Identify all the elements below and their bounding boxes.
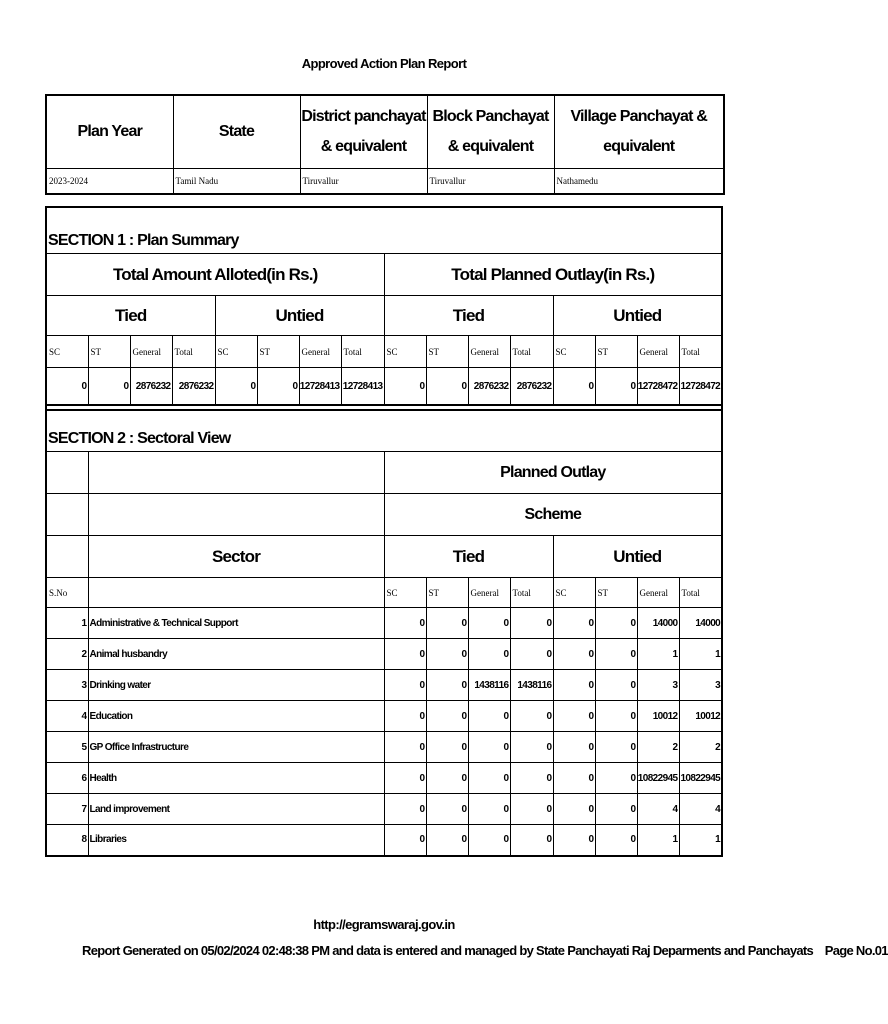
row-value: 3 [637, 670, 679, 701]
row-value: 0 [426, 732, 468, 763]
summary-subheader: Total [679, 336, 722, 368]
row-sno: 4 [46, 701, 88, 732]
summary-value: 0 [88, 368, 130, 406]
summary-subheader: ST [426, 336, 468, 368]
scheme-header: Scheme [384, 494, 722, 536]
row-value: 0 [384, 732, 426, 763]
plan-info-table [45, 94, 725, 195]
header-district: District panchayat & equivalent [300, 95, 427, 169]
summary-subheader: General [468, 336, 510, 368]
row-value: 0 [426, 701, 468, 732]
header-plan-year: Plan Year [46, 95, 173, 169]
summary-subheader: SC [384, 336, 426, 368]
row-sector: Animal husbandry [88, 639, 384, 670]
row-value: 0 [510, 732, 553, 763]
footer-generated-text: Report Generated on 05/02/2024 02:48:38 PM and data is entered and managed by State Panchayati Raj Deparments and Panchayats [82, 943, 814, 958]
header-village: Village Panchayat & equivalent [554, 95, 724, 169]
row-value: 0 [468, 732, 510, 763]
planned-untied-header: Untied [553, 296, 722, 336]
row-value: 0 [426, 825, 468, 856]
summary-subheader: SC [46, 336, 88, 368]
row-value: 0 [595, 670, 637, 701]
row-value: 0 [468, 794, 510, 825]
row-value: 0 [384, 670, 426, 701]
row-sector: Land improvement [88, 794, 384, 825]
summary-subheader: ST [257, 336, 299, 368]
row-value: 0 [468, 608, 510, 639]
blank-cell [88, 578, 384, 608]
summary-value: 12728413 [299, 368, 341, 406]
row-sno: 2 [46, 639, 88, 670]
row-value: 0 [384, 701, 426, 732]
row-value: 0 [510, 794, 553, 825]
row-value: 0 [510, 763, 553, 794]
section2-title: SECTION 2 : Sectoral View [46, 405, 722, 452]
row-value: 0 [426, 639, 468, 670]
value-village: Nathamedu [554, 169, 724, 195]
value-district: Tiruvallur [300, 169, 427, 195]
report-title: Approved Action Plan Report [301, 56, 467, 71]
sectoral-subheader: ST [426, 578, 468, 608]
footer-note [82, 943, 888, 958]
row-value: 0 [553, 825, 595, 856]
summary-value: 12728472 [637, 368, 679, 406]
row-value: 10822945 [637, 763, 679, 794]
row-sno: 3 [46, 670, 88, 701]
value-plan-year: 2023-2024 [46, 169, 173, 195]
row-value: 4 [679, 794, 722, 825]
table-row [46, 608, 722, 639]
row-value: 1 [679, 825, 722, 856]
footer-page-number: Page No.01 [824, 943, 888, 958]
total-planned-header: Total Planned Outlay(in Rs.) [384, 254, 722, 296]
row-value: 0 [595, 825, 637, 856]
row-value: 0 [468, 763, 510, 794]
summary-value: 2876232 [172, 368, 215, 406]
row-sector: Health [88, 763, 384, 794]
row-value: 1 [637, 825, 679, 856]
row-value: 0 [384, 608, 426, 639]
row-value: 3 [679, 670, 722, 701]
row-value: 0 [553, 639, 595, 670]
summary-value: 2876232 [510, 368, 553, 406]
sectoral-subheader: ST [595, 578, 637, 608]
row-value: 0 [384, 794, 426, 825]
row-value: 0 [595, 639, 637, 670]
row-sector: Administrative & Technical Support [88, 608, 384, 639]
allotted-tied-header: Tied [46, 296, 215, 336]
summary-value: 0 [257, 368, 299, 406]
row-sno: 7 [46, 794, 88, 825]
row-value: 1 [637, 639, 679, 670]
row-value: 14000 [637, 608, 679, 639]
plan-summary-table [45, 206, 723, 411]
row-sector: Libraries [88, 825, 384, 856]
planned-tied-header: Tied [384, 296, 553, 336]
table-row [46, 670, 722, 701]
row-value: 10822945 [679, 763, 722, 794]
sectoral-subheader: SC [384, 578, 426, 608]
table-row [46, 732, 722, 763]
summary-value: 0 [46, 368, 88, 406]
header-state: State [173, 95, 300, 169]
sectoral-subheader: Total [679, 578, 722, 608]
table-row [46, 763, 722, 794]
row-value: 0 [595, 608, 637, 639]
summary-value: 12728413 [341, 368, 384, 406]
summary-value: 0 [215, 368, 257, 406]
row-value: 1438116 [510, 670, 553, 701]
sectoral-view-table [45, 404, 723, 857]
row-value: 10012 [679, 701, 722, 732]
summary-subheader: ST [88, 336, 130, 368]
row-value: 4 [637, 794, 679, 825]
value-block: Tiruvallur [427, 169, 554, 195]
blank-cell [46, 536, 88, 578]
row-value: 0 [595, 701, 637, 732]
row-value: 0 [553, 701, 595, 732]
summary-subheader: Total [341, 336, 384, 368]
summary-subheader: ST [595, 336, 637, 368]
blank-cell [88, 452, 384, 494]
sectoral-subheader: General [468, 578, 510, 608]
sectoral-tied-header: Tied [384, 536, 553, 578]
row-value: 0 [468, 701, 510, 732]
summary-subheader: Total [172, 336, 215, 368]
row-value: 0 [553, 670, 595, 701]
sectoral-subheader: SC [553, 578, 595, 608]
sectoral-subheader: Total [510, 578, 553, 608]
summary-value: 2876232 [130, 368, 172, 406]
row-sector: GP Office Infrastructure [88, 732, 384, 763]
row-value: 0 [426, 763, 468, 794]
footer-url: http://egramswaraj.gov.in [313, 917, 455, 932]
row-value: 0 [595, 763, 637, 794]
summary-value: 0 [595, 368, 637, 406]
table-row [46, 794, 722, 825]
row-sector: Drinking water [88, 670, 384, 701]
summary-value: 0 [426, 368, 468, 406]
row-sno: 1 [46, 608, 88, 639]
summary-value: 0 [384, 368, 426, 406]
row-value: 0 [384, 825, 426, 856]
row-sno: 8 [46, 825, 88, 856]
row-value: 0 [468, 825, 510, 856]
row-value: 2 [679, 732, 722, 763]
row-value: 1438116 [468, 670, 510, 701]
row-value: 0 [384, 639, 426, 670]
summary-subheader: General [637, 336, 679, 368]
value-state: Tamil Nadu [173, 169, 300, 195]
row-value: 0 [510, 639, 553, 670]
summary-value: 12728472 [679, 368, 722, 406]
row-value: 2 [637, 732, 679, 763]
row-value: 0 [426, 670, 468, 701]
summary-subheader: SC [553, 336, 595, 368]
row-value: 14000 [679, 608, 722, 639]
row-value: 1 [679, 639, 722, 670]
row-value: 0 [553, 732, 595, 763]
summary-subheader: General [299, 336, 341, 368]
allotted-untied-header: Untied [215, 296, 384, 336]
sectoral-untied-header: Untied [553, 536, 722, 578]
row-value: 0 [595, 794, 637, 825]
row-value: 10012 [637, 701, 679, 732]
summary-value: 2876232 [468, 368, 510, 406]
sector-header: Sector [88, 536, 384, 578]
total-allotted-header: Total Amount Alloted(in Rs.) [46, 254, 384, 296]
row-value: 0 [595, 732, 637, 763]
row-sector: Education [88, 701, 384, 732]
blank-cell [46, 452, 88, 494]
row-value: 0 [510, 825, 553, 856]
planned-outlay-header: Planned Outlay [384, 452, 722, 494]
row-value: 0 [553, 763, 595, 794]
summary-subheader: General [130, 336, 172, 368]
row-value: 0 [426, 794, 468, 825]
sno-header: S.No [46, 578, 88, 608]
table-row [46, 639, 722, 670]
row-sno: 5 [46, 732, 88, 763]
row-value: 0 [510, 608, 553, 639]
row-value: 0 [553, 794, 595, 825]
blank-cell [88, 494, 384, 536]
summary-subheader: SC [215, 336, 257, 368]
row-value: 0 [510, 701, 553, 732]
section1-title: SECTION 1 : Plan Summary [46, 207, 722, 254]
summary-subheader: Total [510, 336, 553, 368]
row-sno: 6 [46, 763, 88, 794]
row-value: 0 [553, 608, 595, 639]
row-value: 0 [468, 639, 510, 670]
table-row [46, 825, 722, 856]
table-row [46, 701, 722, 732]
summary-value: 0 [553, 368, 595, 406]
row-value: 0 [426, 608, 468, 639]
header-block: Block Panchayat & equivalent [427, 95, 554, 169]
row-value: 0 [384, 763, 426, 794]
sectoral-subheader: General [637, 578, 679, 608]
blank-cell [46, 494, 88, 536]
